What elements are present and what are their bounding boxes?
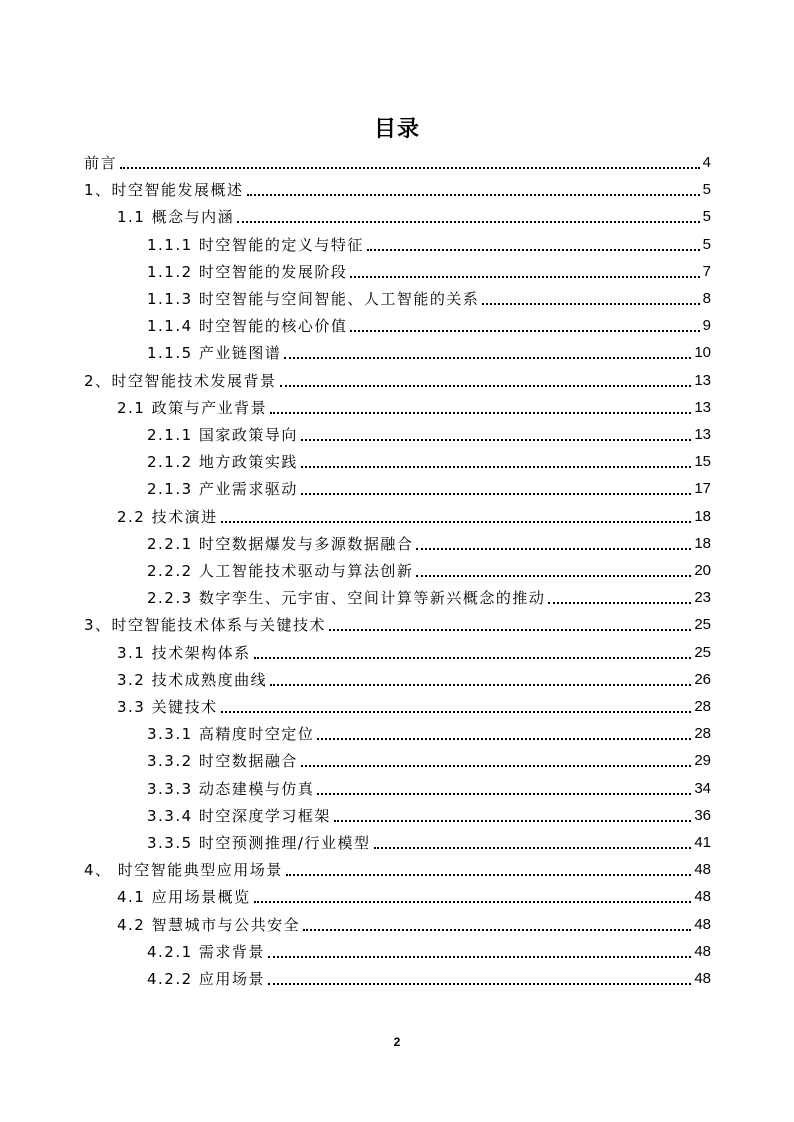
toc-entry[interactable] bbox=[117, 907, 711, 934]
toc-entry-page: 13 bbox=[694, 371, 711, 389]
toc-entry-page: 18 bbox=[694, 534, 711, 552]
toc-entry[interactable] bbox=[147, 254, 711, 281]
toc-entry-page: 15 bbox=[694, 453, 711, 471]
toc-entry-page: 28 bbox=[694, 698, 711, 715]
toc-entry[interactable] bbox=[147, 743, 711, 770]
dot-leader bbox=[374, 845, 692, 849]
dot-leader bbox=[301, 437, 691, 441]
dot-leader bbox=[254, 655, 692, 659]
dot-leader bbox=[270, 410, 691, 414]
toc-entry[interactable] bbox=[147, 553, 711, 580]
dot-leader bbox=[416, 546, 691, 550]
dot-leader bbox=[367, 247, 700, 251]
toc-entry-label: 4.2 智慧城市与公共安全 bbox=[117, 915, 301, 934]
toc-entry-label: 3.3.4 时空深度学习框架 bbox=[147, 806, 331, 825]
toc-entry-page: 25 bbox=[694, 616, 711, 634]
toc-entry-label: 前言 bbox=[84, 154, 118, 172]
dot-leader bbox=[329, 627, 691, 631]
toc-entry-label: 1.1.4 时空智能的核心价值 bbox=[147, 317, 348, 336]
toc-entry-page: 41 bbox=[694, 834, 711, 851]
toc-entry[interactable] bbox=[147, 308, 711, 335]
toc-entry[interactable] bbox=[117, 662, 711, 689]
toc-entry-label: 2.1.2 地方政策实践 bbox=[147, 453, 298, 472]
toc-entry[interactable] bbox=[147, 934, 711, 961]
toc-entry[interactable] bbox=[84, 363, 711, 390]
dot-leader bbox=[237, 219, 700, 223]
toc-entry[interactable] bbox=[147, 771, 711, 798]
page-number: 2 bbox=[393, 1035, 401, 1049]
toc-title: 目录 bbox=[373, 117, 420, 142]
toc-entry-page: 18 bbox=[694, 507, 711, 525]
dot-leader bbox=[221, 519, 692, 523]
toc-entry[interactable] bbox=[117, 390, 711, 417]
toc-entry-page: 48 bbox=[694, 888, 711, 906]
toc-entry-page: 29 bbox=[694, 752, 711, 770]
toc-entry-page: 36 bbox=[694, 806, 711, 824]
dot-leader bbox=[317, 791, 691, 795]
dot-leader bbox=[268, 954, 691, 958]
toc-entry-page: 10 bbox=[694, 344, 711, 362]
dot-leader bbox=[301, 763, 691, 767]
toc-entry-label: 4.1 应用场景概览 bbox=[117, 888, 251, 907]
toc-entry[interactable] bbox=[147, 335, 711, 362]
toc-entry-page: 26 bbox=[694, 670, 711, 688]
toc-entry-page: 17 bbox=[694, 480, 711, 498]
toc-entry[interactable] bbox=[147, 471, 711, 498]
toc-entry-page: 5 bbox=[702, 235, 711, 253]
toc-entry-label: 4.2.2 应用场景 bbox=[147, 970, 265, 988]
toc-entry-page: 28 bbox=[694, 725, 711, 743]
toc-entry-label: 2.1.1 国家政策导向 bbox=[147, 426, 298, 444]
toc-entry-label: 3.1 技术架构体系 bbox=[117, 643, 251, 662]
dot-leader bbox=[247, 192, 700, 196]
dot-leader bbox=[120, 165, 700, 169]
toc-entry-page: 48 bbox=[694, 915, 711, 933]
toc-entry-label: 3.3.5 时空预测推理/行业模型 bbox=[147, 834, 371, 852]
toc-entry[interactable] bbox=[117, 199, 711, 226]
toc-entry-label: 3.2 技术成熟度曲线 bbox=[117, 670, 268, 689]
dot-leader bbox=[317, 736, 691, 740]
toc-entry-label: 3.3.1 高精度时空定位 bbox=[147, 725, 315, 744]
dot-leader bbox=[268, 981, 691, 985]
toc-entry[interactable] bbox=[147, 961, 711, 988]
toc-entry-page: 48 bbox=[694, 970, 711, 987]
dot-leader bbox=[482, 301, 699, 305]
toc-entry-label: 4.2.1 需求背景 bbox=[147, 942, 265, 961]
toc-entry-label: 1.1 概念与内涵 bbox=[117, 208, 235, 227]
dot-leader bbox=[254, 899, 692, 903]
dot-leader bbox=[334, 818, 691, 822]
toc-entry[interactable] bbox=[147, 825, 711, 852]
dot-leader bbox=[284, 355, 691, 359]
toc-entry-label: 1.1.2 时空智能的发展阶段 bbox=[147, 262, 348, 281]
toc-entry[interactable] bbox=[117, 689, 711, 716]
toc-entry[interactable] bbox=[147, 444, 711, 471]
toc-entry[interactable] bbox=[117, 635, 711, 662]
toc-entry-label: 2.1 政策与产业背景 bbox=[117, 398, 268, 417]
toc-entry-label: 3.3 关键技术 bbox=[117, 698, 218, 716]
dot-leader bbox=[350, 274, 699, 278]
toc-entry[interactable] bbox=[84, 607, 711, 634]
toc-entry-page: 13 bbox=[694, 426, 711, 443]
toc-entry-page: 20 bbox=[694, 562, 711, 579]
toc-entry-page: 8 bbox=[702, 290, 711, 307]
toc-entry-label: 1.1.5 产业链图谱 bbox=[147, 344, 282, 363]
dot-leader bbox=[303, 927, 691, 931]
toc-entry-page: 7 bbox=[702, 262, 711, 280]
toc-entry-label: 1、时空智能发展概述 bbox=[84, 181, 244, 200]
toc-entry-page: 5 bbox=[702, 181, 711, 199]
toc-entry[interactable] bbox=[147, 281, 711, 308]
toc-entry[interactable] bbox=[84, 145, 711, 172]
dot-leader bbox=[548, 600, 691, 604]
toc-entry-label: 3、时空智能技术体系与关键技术 bbox=[84, 616, 327, 635]
toc-entry-label: 2.2.2 人工智能技术驱动与算法创新 bbox=[147, 562, 414, 580]
toc-entry-label: 2.2 技术演进 bbox=[117, 507, 218, 526]
toc-entry-page: 4 bbox=[702, 154, 711, 171]
toc-entry-label: 2、时空智能技术发展背景 bbox=[84, 371, 277, 390]
toc-entry-label: 2.2.3 数字孪生、元宇宙、空间计算等新兴概念的推动 bbox=[147, 589, 546, 608]
toc-entry[interactable] bbox=[147, 417, 711, 444]
toc-entry-label: 3.3.2 时空数据融合 bbox=[147, 752, 298, 771]
toc-entry[interactable] bbox=[117, 499, 711, 526]
toc-entry-page: 48 bbox=[694, 861, 711, 879]
dot-leader bbox=[270, 682, 691, 686]
toc-entry-label: 2.1.3 产业需求驱动 bbox=[147, 480, 298, 499]
toc-entry[interactable] bbox=[84, 172, 711, 199]
toc-entry-page: 23 bbox=[694, 589, 711, 607]
toc-entry-page: 13 bbox=[694, 398, 711, 416]
dot-leader bbox=[301, 491, 691, 495]
dot-leader bbox=[350, 328, 699, 332]
toc-entry[interactable] bbox=[117, 879, 711, 906]
toc-entry-page: 9 bbox=[702, 317, 711, 335]
dot-leader bbox=[416, 573, 691, 577]
toc-entry-page: 5 bbox=[702, 208, 711, 226]
toc-entry-label: 1.1.1 时空智能的定义与特征 bbox=[147, 235, 364, 254]
toc-entry[interactable] bbox=[147, 580, 711, 607]
toc-entry-page: 48 bbox=[694, 942, 711, 960]
toc-entry-label: 2.2.1 时空数据爆发与多源数据融合 bbox=[147, 534, 414, 553]
toc-entry[interactable] bbox=[147, 798, 711, 825]
dot-leader bbox=[221, 709, 692, 713]
toc-entry[interactable] bbox=[147, 716, 711, 743]
toc-entry[interactable] bbox=[147, 526, 711, 553]
dot-leader bbox=[286, 872, 691, 876]
toc-entry[interactable] bbox=[147, 227, 711, 254]
toc-entry-label: 1.1.3 时空智能与空间智能、人工智能的关系 bbox=[147, 290, 480, 308]
dot-leader bbox=[301, 464, 691, 468]
toc-entry-page: 34 bbox=[694, 779, 711, 797]
toc-entry-label: 3.3.3 动态建模与仿真 bbox=[147, 779, 315, 798]
toc-entry-label: 4、 时空智能典型应用场景 bbox=[84, 861, 283, 880]
dot-leader bbox=[280, 383, 692, 387]
toc-entry[interactable] bbox=[84, 852, 711, 879]
toc-entry-page: 25 bbox=[694, 643, 711, 661]
